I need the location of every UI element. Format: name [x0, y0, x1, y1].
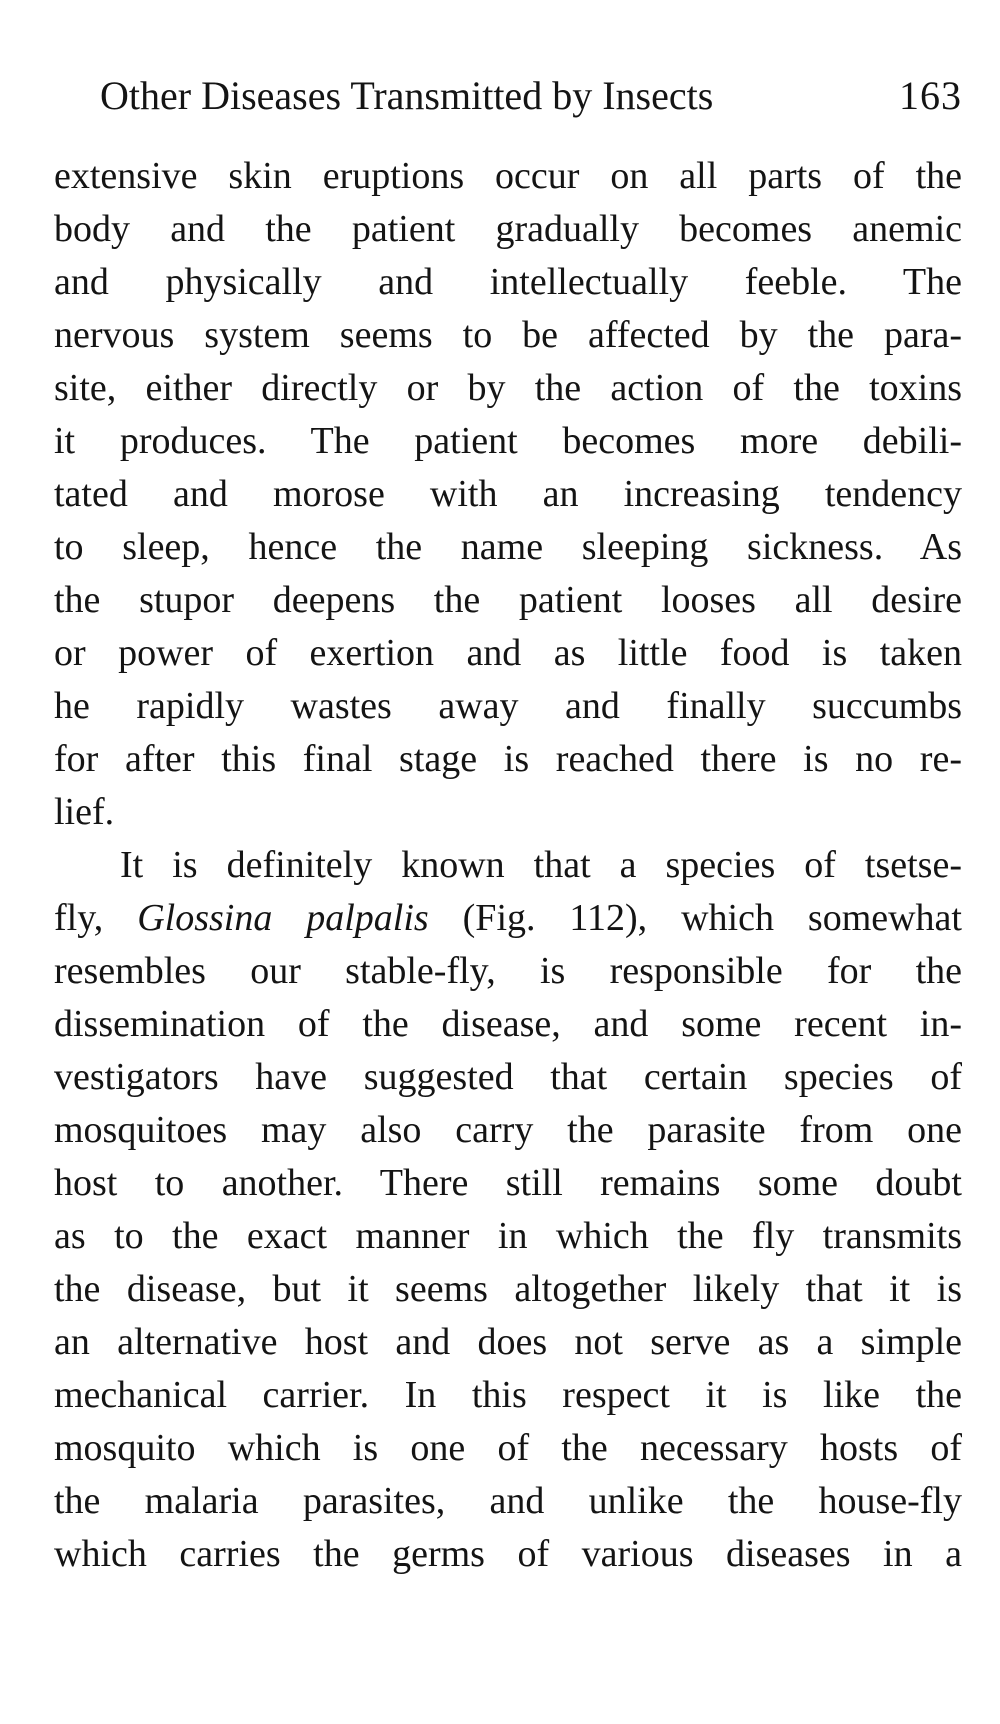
text-line: tated and morose with an increasing tendency — [54, 473, 962, 515]
text-line: the malaria parasites, and unlike the house-fly — [54, 1480, 962, 1522]
text-line: mosquito which is one of the necessary hosts of — [54, 1427, 962, 1469]
text-line: or power of exertion and as little food is taken — [54, 632, 962, 674]
text-line: site, either directly or by the action of the toxins — [54, 367, 962, 409]
text-line: for after this final stage is reached there is no re- — [54, 738, 962, 780]
text-line: body and the patient gradually becomes anemic — [54, 208, 962, 250]
text-line: which carries the germs of various diseases in a — [54, 1533, 962, 1575]
page-number: 163 — [899, 73, 962, 118]
text-line: and physically and intellectually feeble. The — [54, 261, 962, 303]
running-head-title: Other Diseases Transmitted by Insects — [100, 73, 714, 118]
text-line: lief. — [54, 791, 115, 833]
body-text — [54, 150, 962, 1581]
running-head — [100, 66, 962, 126]
text-line: an alternative host and does not serve as a simple — [54, 1321, 962, 1363]
text-line: host to another. There still remains some doubt — [54, 1162, 962, 1204]
text-line: nervous system seems to be affected by the para- — [54, 314, 962, 356]
text-line: extensive skin eruptions occur on all parts of the — [54, 155, 962, 197]
text-line: he rapidly wastes away and finally succumbs — [54, 685, 962, 727]
text-fragment: fly, — [54, 897, 138, 939]
text-line: to sleep, hence the name sleeping sickness. As — [54, 526, 962, 568]
text-line: it produces. The patient becomes more debili- — [54, 420, 962, 462]
text-line: mechanical carrier. In this respect it is like the — [54, 1374, 962, 1416]
text-fragment: (Fig. 112), which somewhat — [428, 897, 962, 939]
text-line: the stupor deepens the patient looses all desire — [54, 579, 962, 621]
text-line: as to the exact manner in which the fly transmits — [54, 1215, 962, 1257]
text-line: resembles our stable-fly, is responsible for the — [54, 950, 962, 992]
text-line: mosquitoes may also carry the parasite from one — [54, 1109, 962, 1151]
paragraph-2 — [54, 839, 962, 1581]
species-name: Glossina palpalis — [137, 897, 429, 939]
paragraph-1 — [54, 150, 962, 839]
text-line: vestigators have suggested that certain species of — [54, 1056, 962, 1098]
text-line: It is definitely known that a species of tsetse- — [120, 844, 962, 886]
text-line: dissemination of the disease, and some recent in- — [54, 1003, 962, 1045]
text-line-species — [54, 892, 962, 945]
text-line: the disease, but it seems altogether likely that it is — [54, 1268, 962, 1310]
